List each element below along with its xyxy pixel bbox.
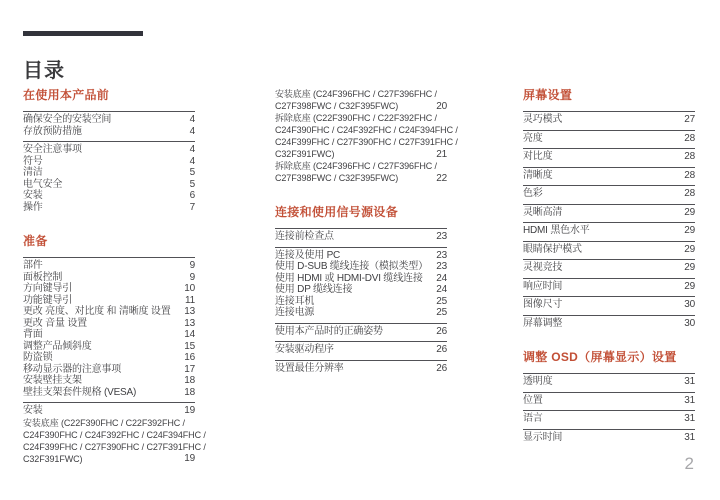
toc-entry-label: 符号: [23, 155, 43, 167]
toc-entry-label: 图像尺寸: [523, 299, 563, 310]
toc-entry-label: 清洁: [23, 167, 43, 178]
toc-entry-page: 24: [436, 272, 447, 284]
toc-entry-label: 透明度: [523, 376, 553, 387]
toc-group: [523, 259, 695, 274]
toc-entry-page: 31: [684, 431, 695, 443]
toc-entry[interactable]: [523, 376, 695, 388]
toc-entry-label-line: 拆除底座 (C24F396FHC / C27F396FHC /: [275, 161, 437, 171]
toc-entry[interactable]: [23, 375, 195, 387]
toc-group: [523, 429, 695, 444]
toc-entry-label: 功能键导引: [23, 294, 72, 306]
toc-entry-label: 连接电源: [275, 307, 315, 318]
toc-entry[interactable]: [23, 272, 195, 284]
toc-entry-page: 29: [684, 262, 695, 273]
toc-entry-label-line: C32F391FWC): [23, 453, 83, 464]
toc-entry-label: 面板控制: [23, 271, 63, 283]
toc-entry-page: 14: [184, 329, 195, 340]
toc-entry-label: 背面: [23, 329, 43, 340]
toc-entry-label-line: C32F391FWC): [275, 149, 335, 159]
toc-entry[interactable]: [23, 387, 195, 399]
toc-entry-page: 25: [436, 307, 447, 318]
toc-entry[interactable]: [275, 160, 447, 184]
toc-entry[interactable]: [275, 363, 447, 375]
toc-entry-label: 设置最佳分辨率: [275, 362, 344, 374]
toc-entry-page: 5: [189, 178, 195, 190]
toc-entry[interactable]: [23, 179, 195, 191]
toc-entry[interactable]: [523, 244, 695, 256]
toc-group: [523, 241, 695, 256]
toc-entry-page: 7: [189, 201, 195, 213]
toc-entry-page: 9: [189, 271, 195, 283]
toc-entry[interactable]: [523, 188, 695, 200]
toc-group: [523, 167, 695, 182]
page-title: 目录: [23, 60, 65, 83]
toc-entry-label: 确保安全的安装空间: [23, 114, 112, 125]
toc-entry[interactable]: [23, 167, 195, 179]
toc-group: [523, 222, 695, 237]
toc-entry[interactable]: [23, 126, 195, 138]
page-number: 2: [684, 454, 694, 473]
toc-entry-label: 连接耳机: [275, 295, 315, 307]
toc-group: [523, 278, 695, 293]
section-header: 调整 OSD（屏幕显示）设置: [523, 350, 677, 364]
toc-entry-page: 23: [436, 261, 447, 272]
toc-entry[interactable]: [523, 413, 695, 425]
toc-entry-label: 响应时间: [523, 280, 563, 292]
toc-group: [275, 360, 447, 375]
toc-column-middle: [275, 88, 458, 378]
toc-entry-label: 灵巧模式: [523, 114, 563, 125]
toc-entry-page: 27: [684, 114, 695, 125]
toc-group: [275, 88, 458, 184]
toc-column-left: [23, 88, 206, 469]
toc-entry-label: 色彩: [523, 188, 543, 199]
toc-entry-page: 9: [189, 260, 195, 271]
toc-entry-label: 语言: [523, 413, 543, 424]
toc-entry-label: 连接前检查点: [275, 231, 334, 242]
toc-entry-label-line: C24F399FHC / C27F390FHC / C27F391FHC /: [275, 137, 458, 147]
toc-entry[interactable]: [523, 318, 695, 330]
toc-entry-label-line: 拆除底座 (C22F390FHC / C22F392FHC /: [275, 113, 437, 123]
toc-entry-page: 25: [436, 295, 447, 307]
toc-group: [523, 373, 695, 388]
toc-entry[interactable]: [23, 202, 195, 214]
toc-entry-label: 更改 亮度、对比度 和 清晰度 设置: [23, 306, 171, 317]
toc-entry[interactable]: [23, 405, 195, 417]
toc-entry-label: 调整产品倾斜度: [23, 340, 92, 352]
toc-entry-label: 位置: [523, 394, 543, 406]
toc-entry[interactable]: [523, 207, 695, 219]
toc-entry-page: 29: [684, 206, 695, 218]
toc-entry-label: 壁挂支架套件规格 (VESA): [23, 386, 137, 398]
toc-entry[interactable]: [23, 352, 195, 364]
toc-entry-page: 6: [189, 190, 195, 201]
toc-entry[interactable]: [275, 284, 447, 296]
toc-entry[interactable]: [275, 88, 447, 112]
toc-entry-page: 29: [684, 225, 695, 236]
toc-group: [523, 148, 695, 163]
toc-entry-page: 26: [436, 325, 447, 337]
toc-entry-page: 16: [184, 352, 195, 363]
toc-entry[interactable]: [275, 326, 447, 338]
toc-entry-label-line: C24F390FHC / C24F392FHC / C24F394FHC /: [23, 429, 206, 440]
toc-entry[interactable]: [523, 432, 695, 444]
toc-entry-label: 部件: [23, 260, 43, 271]
toc-entry-page: 11: [185, 294, 195, 306]
toc-entry-page: 4: [189, 155, 195, 167]
toc-entry-page: 20: [436, 100, 447, 112]
toc-entry-page: 30: [684, 299, 695, 310]
toc-entry-page: 31: [684, 394, 695, 406]
toc-entry-page: 13: [184, 317, 195, 329]
toc-entry-label: 安装驱动程序: [275, 344, 334, 355]
toc-entry-label-line: C27F398FWC / C32F395FWC): [275, 173, 399, 183]
toc-entry[interactable]: [23, 114, 195, 126]
toc-entry-label-line: C27F398FWC / C32F395FWC): [275, 101, 399, 111]
section-header: 在使用本产品前: [23, 88, 110, 102]
toc-entry-page: 29: [684, 280, 695, 292]
toc-group: [23, 141, 195, 213]
toc-entry-label: 对比度: [523, 151, 553, 162]
toc-entry-page: 28: [684, 151, 695, 162]
toc-entry[interactable]: [275, 344, 447, 356]
toc-entry[interactable]: [523, 225, 695, 237]
toc-entry-label: HDMI 黑色水平: [523, 225, 590, 236]
toc-group: [523, 204, 695, 219]
toc-group: [275, 247, 447, 319]
toc-entry-label: 操作: [23, 201, 43, 213]
toc-column-right: [523, 88, 695, 447]
toc-entry-label: 连接及使用 PC: [275, 249, 341, 261]
toc-entry[interactable]: [523, 114, 695, 126]
toc-entry-page: 28: [684, 188, 695, 199]
toc-entry-label: 使用 DP 缆线连接: [275, 284, 353, 295]
toc-entry-page: 18: [184, 386, 195, 398]
toc-entry-page: 19: [184, 405, 195, 416]
toc-group: [523, 315, 695, 330]
toc-entry[interactable]: [275, 250, 447, 262]
toc-entry-page: 19: [184, 453, 195, 464]
toc-entry-page: 15: [184, 340, 195, 352]
toc-entry[interactable]: [23, 144, 195, 156]
toc-entry[interactable]: [275, 112, 458, 160]
toc-entry-page: 29: [684, 243, 695, 255]
toc-entry[interactable]: [23, 295, 195, 307]
toc-entry-label: 灵晰高清: [523, 206, 563, 218]
toc-entry-page: 30: [684, 317, 695, 329]
toc-entry-label: 安装壁挂支架: [23, 375, 82, 386]
toc-entry[interactable]: [23, 329, 195, 341]
toc-entry[interactable]: [523, 262, 695, 274]
toc-group: [523, 111, 695, 126]
toc-group: [523, 410, 695, 425]
toc-entry[interactable]: [523, 151, 695, 163]
toc-entry-page: 26: [436, 362, 447, 374]
toc-entry-label: 防盗锁: [23, 352, 53, 363]
toc-entry-page: 5: [189, 167, 195, 178]
toc-entry-label: 使用 D-SUB 缆线连接（模拟类型）: [275, 261, 428, 272]
toc-entry-page: 22: [436, 172, 447, 184]
toc-entry-page: 4: [189, 114, 195, 125]
toc-entry[interactable]: [23, 341, 195, 353]
toc-entry-page: 23: [436, 249, 447, 261]
toc-entry-page: 21: [436, 148, 447, 160]
section-header: 连接和使用信号源设备: [275, 205, 399, 219]
toc-entry-label: 清晰度: [523, 169, 553, 181]
toc-entry[interactable]: [23, 156, 195, 168]
toc-entry-label: 存放预防措施: [23, 125, 82, 137]
toc-group: [23, 257, 195, 398]
toc-group: [275, 341, 447, 356]
toc-group: [523, 185, 695, 200]
toc-entry-label: 显示时间: [523, 431, 563, 443]
toc-entry-label: 屏幕调整: [523, 317, 563, 329]
toc-entry-page: 23: [436, 231, 447, 242]
toc-entry[interactable]: [275, 261, 447, 273]
toc-entry-page: 28: [684, 169, 695, 181]
toc-group: [23, 402, 206, 465]
toc-entry-label: 移动显示器的注意事项: [23, 363, 121, 375]
toc-entry-label: 眼睛保护模式: [523, 243, 582, 255]
toc-entry[interactable]: [523, 133, 695, 145]
toc-group: [523, 296, 695, 311]
toc-entry[interactable]: [23, 283, 195, 295]
toc-entry-label: 方向键导引: [23, 283, 72, 294]
toc-entry[interactable]: [23, 190, 195, 202]
toc-entry-page: 31: [684, 376, 695, 387]
toc-entry[interactable]: [523, 299, 695, 311]
toc-entry[interactable]: [23, 318, 195, 330]
toc-entry[interactable]: [275, 307, 447, 319]
toc-entry-page: 28: [684, 132, 695, 144]
toc-entry-label: 灵视竞技: [523, 262, 563, 273]
toc-entry[interactable]: [23, 364, 195, 376]
toc-group: [275, 228, 447, 243]
toc-entry[interactable]: [275, 231, 447, 243]
toc-group: [23, 111, 195, 137]
toc-entry-label: 电气安全: [23, 178, 63, 190]
toc-entry-page: 31: [684, 413, 695, 424]
toc-entry-page: 17: [184, 363, 195, 375]
toc-group: [523, 392, 695, 407]
toc-group: [275, 323, 447, 338]
toc-entry-page: 10: [184, 283, 195, 294]
toc-entry-label: 安装: [23, 190, 43, 201]
toc-entry-page: 24: [436, 284, 447, 295]
toc-entry-label-line: C24F390FHC / C24F392FHC / C24F394FHC /: [275, 125, 458, 135]
toc-entry-page: 4: [189, 144, 195, 155]
toc-entry-label-line: 安装底座 (C24F396FHC / C27F396FHC /: [275, 89, 437, 99]
toc-entry[interactable]: [23, 306, 195, 318]
toc-entry-page: 26: [436, 344, 447, 355]
toc-entry-label: 更改 音量 设置: [23, 317, 87, 329]
toc-entry[interactable]: [523, 395, 695, 407]
section-header: 屏幕设置: [523, 88, 573, 102]
toc-entry[interactable]: [275, 273, 447, 285]
toc-entry-label: 使用本产品时的正确姿势: [275, 325, 383, 337]
toc-entry-label-line: C24F399FHC / C27F390FHC / C27F391FHC /: [23, 441, 206, 452]
toc-entry-label: 亮度: [523, 132, 543, 144]
toc-entry-page: 18: [184, 375, 195, 386]
toc-entry-label-line: 安装底座 (C22F390FHC / C22F392FHC /: [23, 417, 185, 428]
title-rule: [23, 31, 143, 36]
toc-entry-label: 安全注意事项: [23, 144, 82, 155]
toc-entry-label: 使用 HDMI 或 HDMI-DVI 缆线连接: [275, 272, 423, 284]
toc-entry[interactable]: [523, 281, 695, 293]
toc-entry[interactable]: [23, 260, 195, 272]
toc-entry-page: 13: [184, 306, 195, 317]
toc-entry[interactable]: [23, 417, 206, 465]
toc-group: [523, 130, 695, 145]
toc-entry[interactable]: [523, 170, 695, 182]
toc-entry-page: 4: [189, 125, 195, 137]
toc-entry[interactable]: [275, 296, 447, 308]
toc-entry-label: 安装: [23, 405, 43, 416]
section-header: 准备: [23, 234, 48, 248]
